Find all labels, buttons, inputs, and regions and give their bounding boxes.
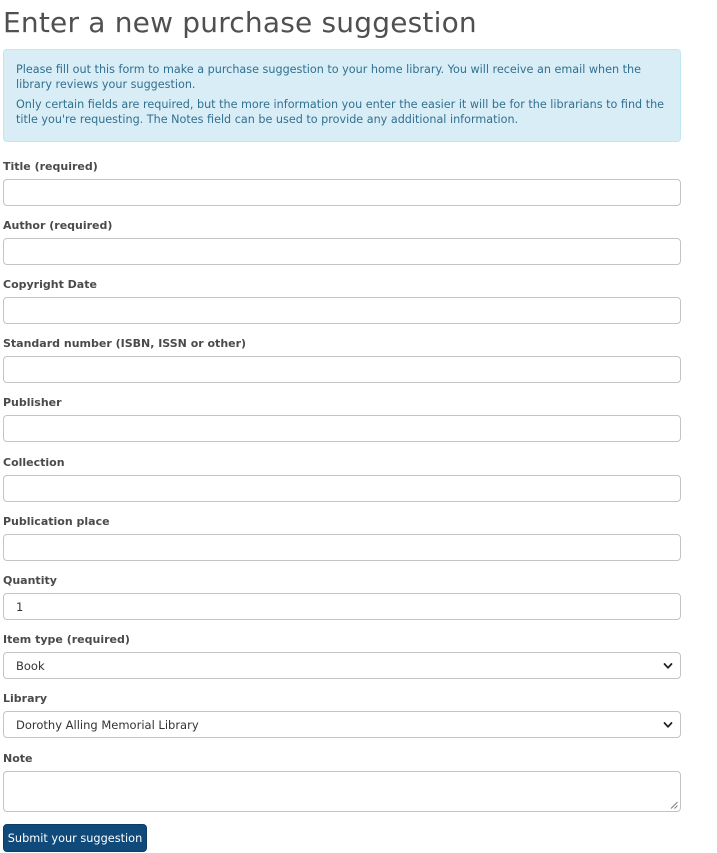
author-label: Author (required) [3, 219, 113, 232]
library-label: Library [3, 692, 48, 705]
title-label: Title (required) [3, 160, 98, 173]
item-type-label: Item type (required) [3, 633, 130, 646]
submit-suggestion-button[interactable]: Submit your suggestion [3, 824, 147, 852]
title-input[interactable] [3, 179, 681, 206]
item-type-select[interactable] [3, 652, 681, 679]
resize-grip-icon[interactable] [670, 801, 678, 809]
standard-number-input[interactable] [3, 356, 681, 383]
library-select[interactable] [3, 711, 681, 738]
info-paragraph-2: Only certain fields are required, but the more information you enter the easier it will be for the librarians to find the title you're requesting. The Notes field can be used to provide any additional information. [16, 97, 665, 127]
collection-input[interactable] [3, 475, 681, 502]
note-textarea[interactable] [3, 771, 681, 812]
standard-number-label: Standard number (ISBN, ISSN or other) [3, 337, 247, 350]
info-paragraph-1: Please fill out this form to make a purchase suggestion to your home library. You will receive an email when the library reviews your suggestion. [16, 63, 641, 92]
publication-place-label: Publication place [3, 515, 110, 528]
publication-place-input[interactable] [3, 534, 681, 561]
chevron-down-icon [663, 720, 673, 730]
author-input[interactable] [3, 238, 681, 265]
page-title: Enter a new purchase suggestion [3, 6, 477, 39]
library-selected-value: Dorothy Alling Memorial Library [16, 717, 199, 732]
note-label: Note [3, 752, 33, 765]
copyright-date-label: Copyright Date [3, 278, 97, 291]
quantity-label: Quantity [3, 574, 57, 587]
chevron-down-icon [663, 661, 673, 671]
info-message [3, 49, 681, 142]
publisher-label: Publisher [3, 396, 62, 409]
item-type-selected-value: Book [16, 658, 45, 673]
quantity-input[interactable] [3, 593, 681, 620]
collection-label: Collection [3, 456, 65, 469]
publisher-input[interactable] [3, 415, 681, 442]
copyright-date-input[interactable] [3, 297, 681, 324]
